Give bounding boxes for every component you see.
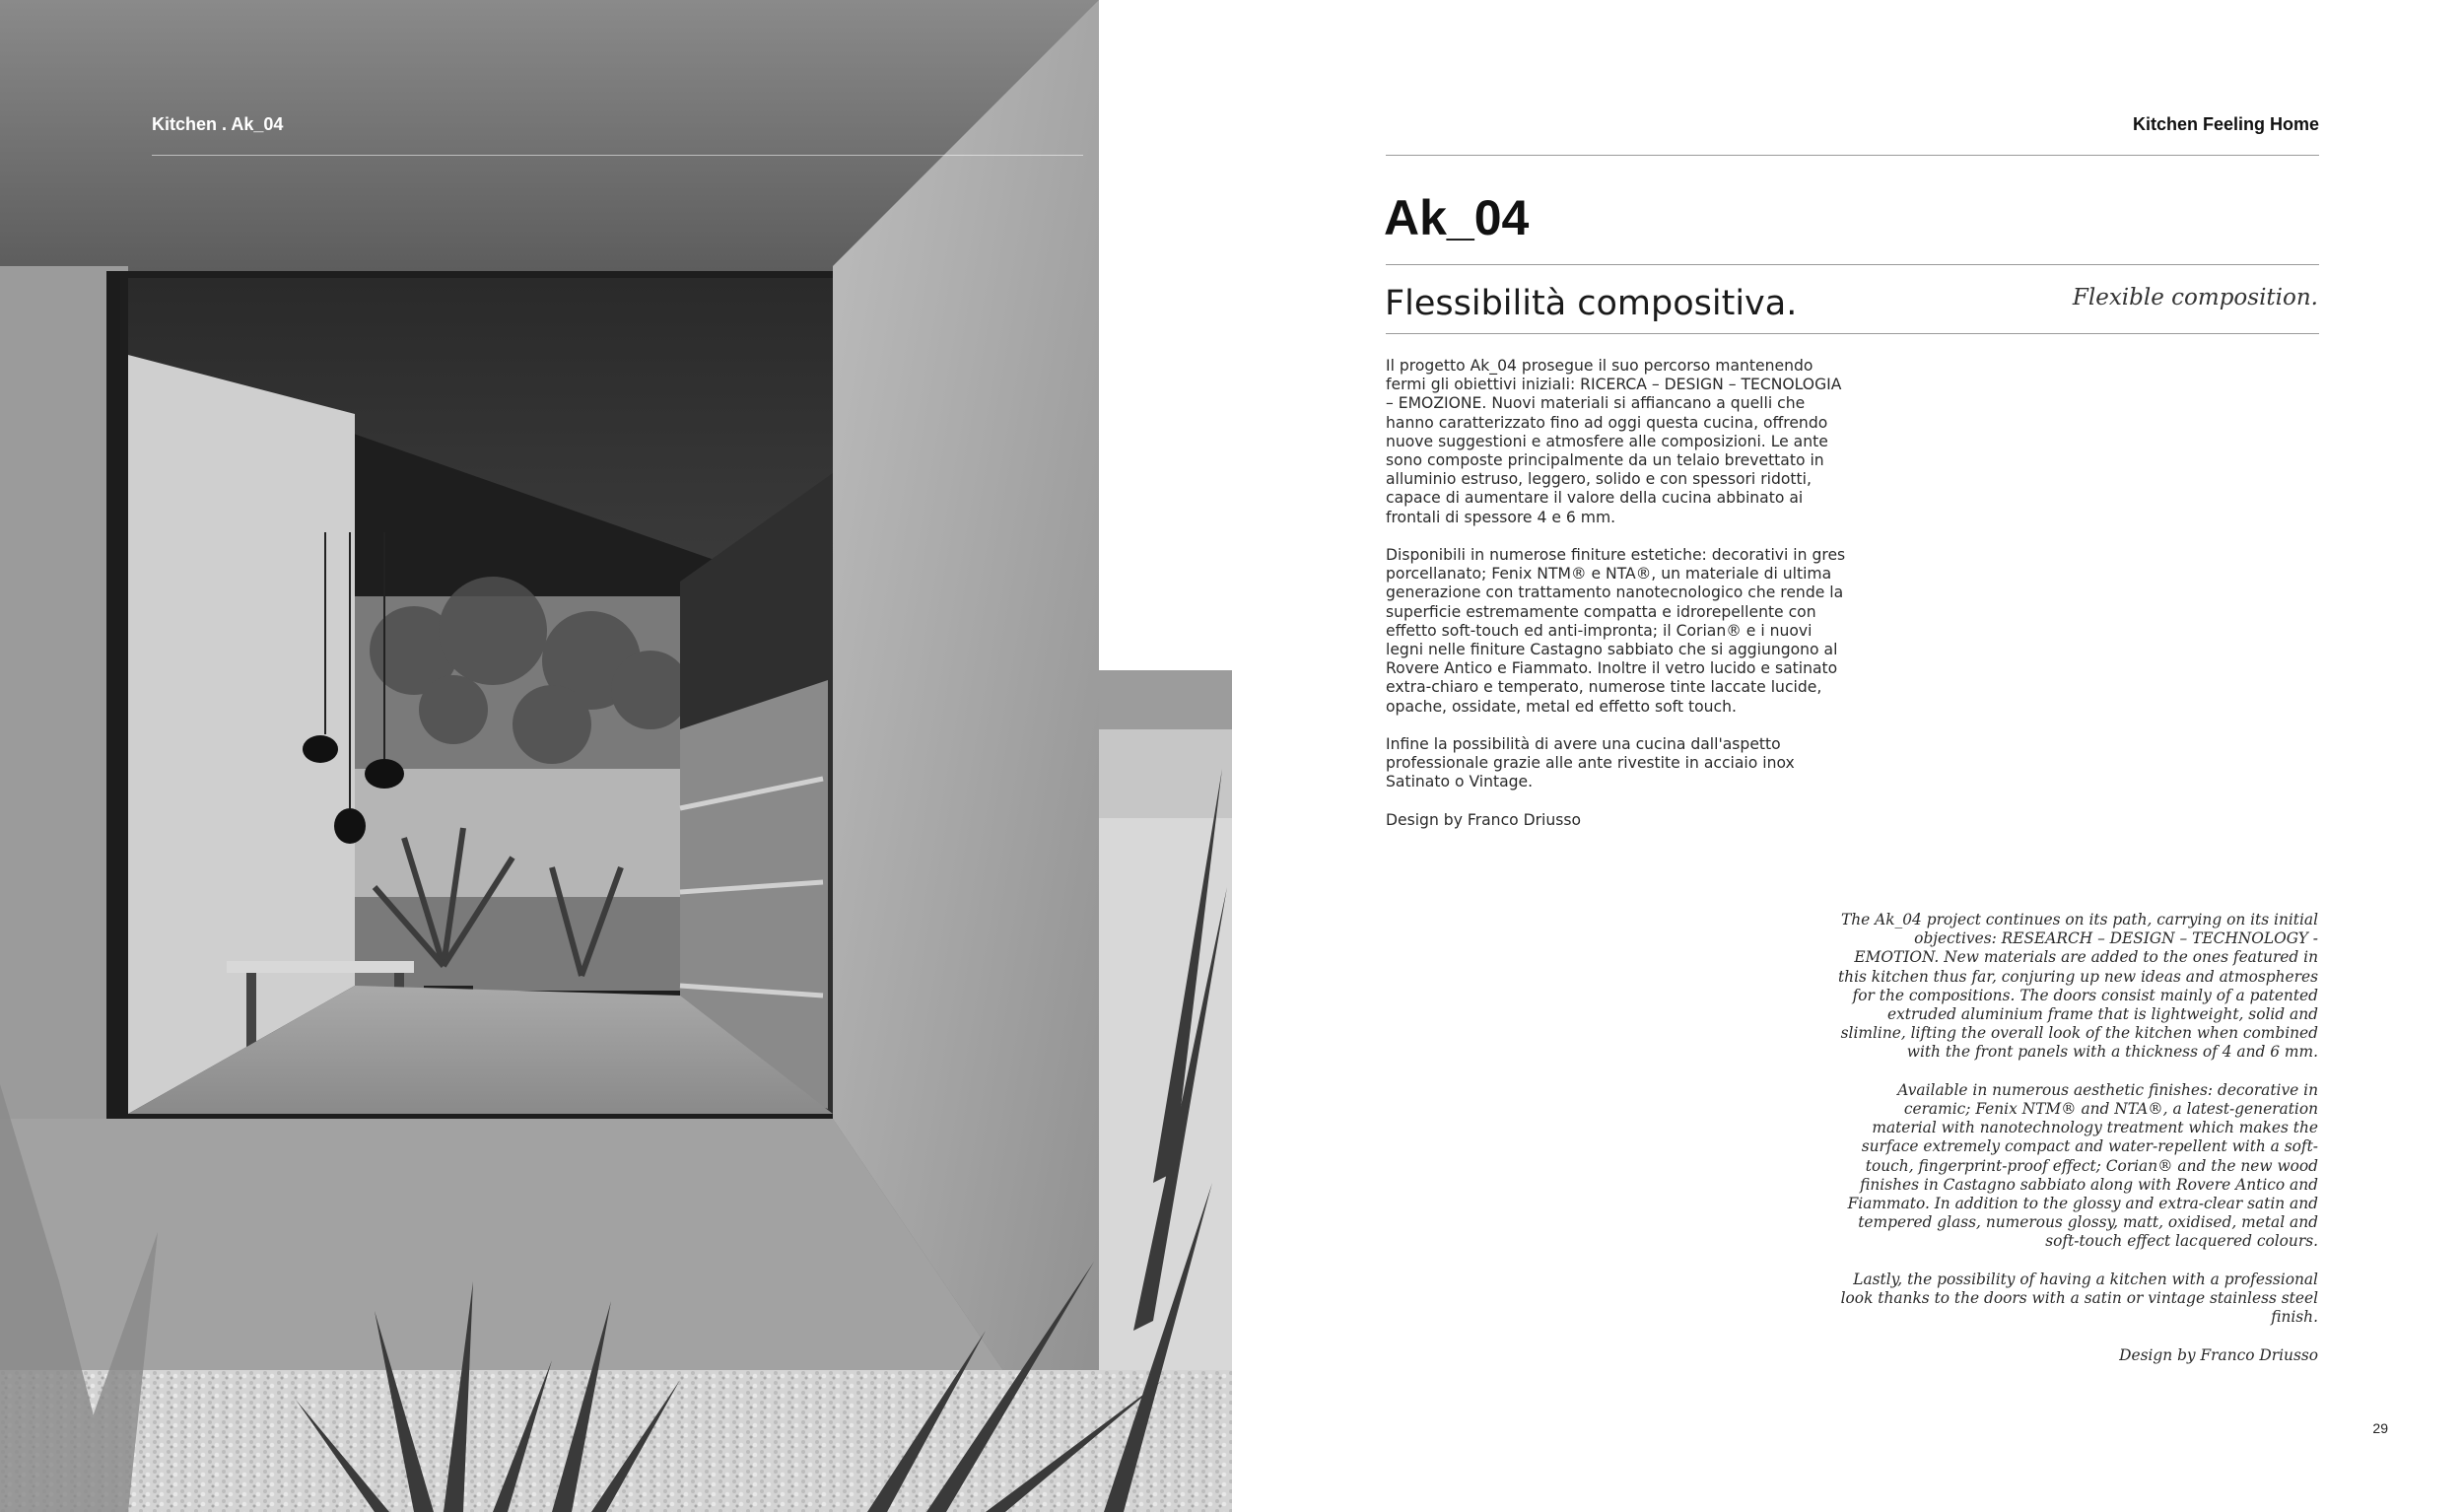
page-title: Ak_04	[1384, 190, 1530, 245]
italian-paragraph: Disponibili in numerose finiture estetiche: decorativi in gres porcellanato; Fenix NTM® e NTA®, un materiale di ultima generazione con trattamento nanotecnologico che rende la superficie estremamente compatta e idrorepellente con effetto soft-touch ed anti-impronta; il Corian® e i nuovi legni nelle finiture Castagno sabbiato che si aggiungono al Rovere Antico e Fiammato. Inoltre il vetro lucido e satinato extra-chiaro e temperato, numerose tinte laccate lucide, opache, ossidate, metal ed effetto soft touch.	[1386, 546, 1846, 716]
english-paragraph: Lastly, the possibility of having a kitchen with a professional look thanks to the doors with a satin or vintage stainless steel finish.	[1840, 1270, 2318, 1327]
right-running-header: Kitchen Feeling Home	[2132, 114, 2319, 134]
title-rule	[1386, 264, 2319, 265]
header-rule	[1386, 155, 2319, 156]
subtitle-english: Flexible composition.	[2072, 285, 2318, 310]
english-paragraph: Available in numerous aesthetic finishes: decorative in ceramic; Fenix NTM® and NTA®, a latest-generation material with nanotechnology treatment which makes the surface extremely compact and water-repellent with a soft-touch, fingerprint-proof effect; Corian® and the new wood finishes in Castagno sabbiato along with Rovere Antico and Fiammato. In addition to the glossy and extra-clear satin and tempered glass, numerous glossy, matt, oxidised, metal and soft-touch effect lacquered colours.	[1847, 1080, 2318, 1251]
english-paragraph: The Ak_04 project continues on its path, carrying on its initial objectives: RESEARCH – DESIGN – TECHNOLOGY - EMOTION. New materials are added to the ones featured in this kitchen thus far, conjuring up new ideas and atmospheres for the compositions. The doors consist mainly of a patented extruded aluminium frame that is lightweight, solid and slimline, lifting the overall look of the kitchen when combined with the front panels with a thickness of 4 and 6 mm.	[1837, 911, 2318, 1062]
window-mullion	[106, 271, 120, 1119]
english-credit: Design by Franco Driusso	[2119, 1345, 2318, 1364]
stone-wall	[355, 769, 680, 897]
italian-paragraph: Il progetto Ak_04 prosegue il suo percorso mantenendo fermi gli obiettivi iniziali: RICERCA – DESIGN – TECNOLOGIA – EMOZIONE. Nuovi materiali si affiancano a quelli che hanno caratterizzato fino ad oggi questa cucina, offrendo nuove suggestioni e atmosfere alle composizioni. Le ante sono composte principalmente da un telaio brevettato in alluminio estruso, leggero, solido e con spessori ridotti, capace di aumentare il valore della cucina abbinato ai frontali di spessore 4 e 6 mm.	[1386, 357, 1842, 526]
garden-wall	[1099, 729, 1232, 818]
italian-credit: Design by Franco Driusso	[1386, 810, 1582, 829]
subtitle-rule	[1386, 333, 2319, 334]
table	[227, 961, 414, 973]
left-running-header: Kitchen . Ak_04	[152, 114, 284, 134]
page-number: 29	[2372, 1420, 2388, 1436]
interior-wall	[128, 355, 355, 1114]
english-body-text	[1835, 911, 2318, 1384]
italian-body-text	[1386, 357, 1849, 849]
italian-paragraph: Infine la possibilità di avere una cucina dall'aspetto professionale grazie alle ante rivestite in acciaio inox Satinato o Vintage.	[1386, 735, 1795, 791]
left-header-rule	[152, 155, 1083, 156]
subtitle-italian: Flessibilità compositiva.	[1385, 284, 1798, 323]
